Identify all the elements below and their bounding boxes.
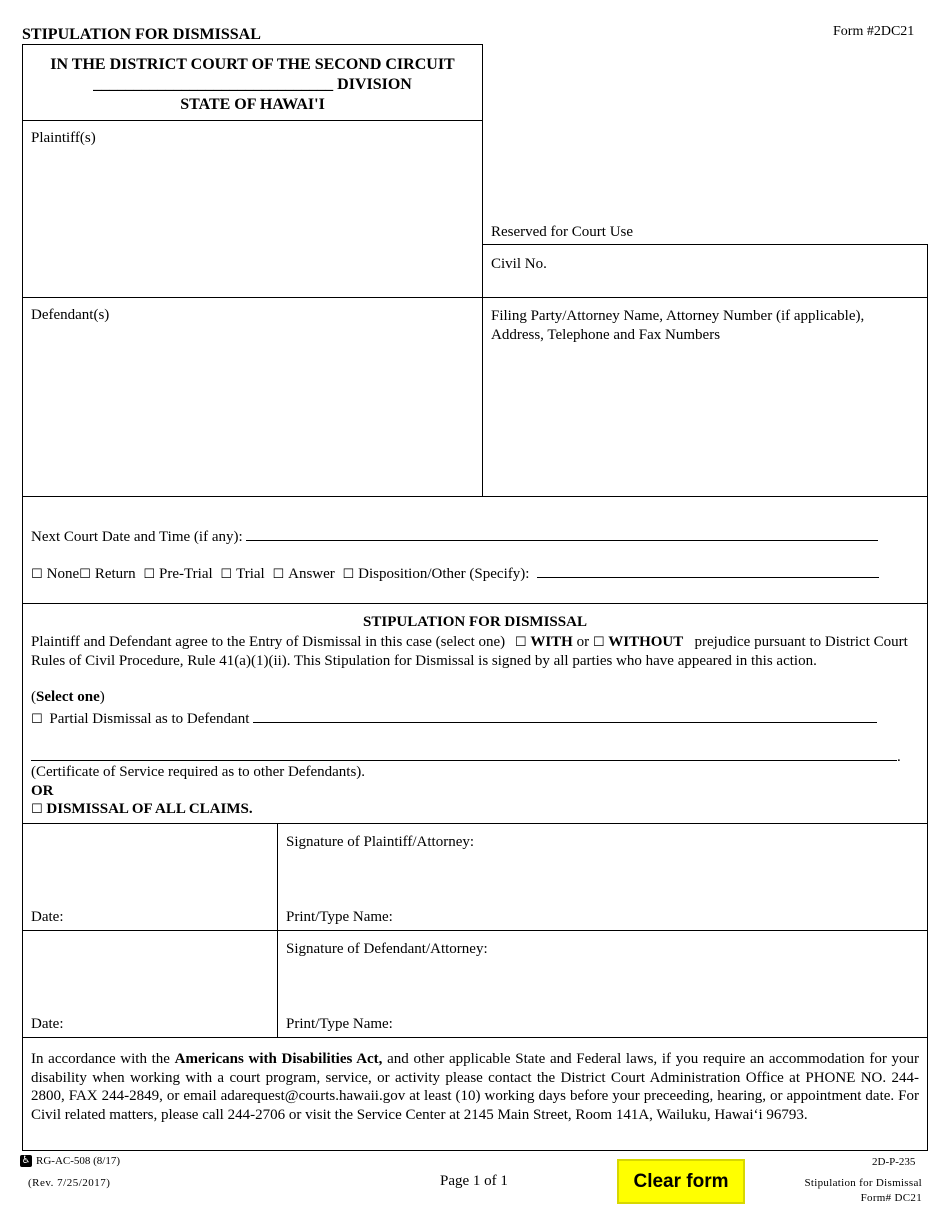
checkbox-none[interactable]: ☐ <box>31 567 43 582</box>
revision-date: (Rev. 7/25/2017) <box>28 1177 111 1189</box>
caption-left-border-bottom <box>22 244 23 497</box>
option-none: None <box>46 566 80 582</box>
filing-party-label: Filing Party/Attorney Name, Attorney Number (if applicable), Address, Telephone and Fax Numbers <box>491 308 865 343</box>
footer-title-right: Stipulation for Dismissal <box>804 1177 922 1189</box>
footer-form-right: Form# DC21 <box>860 1192 922 1204</box>
or-label: or <box>576 634 590 650</box>
checkbox-partial-dismissal[interactable]: ☐ <box>31 712 43 727</box>
stipulation-heading: STIPULATION FOR DISMISSAL <box>363 614 587 630</box>
caption-court-underline <box>22 120 483 121</box>
option-answer: Answer <box>288 566 335 582</box>
stipulation-text-1: Plaintiff and Defendant agree to the Entry of Dismissal in this case (select one) <box>31 634 506 650</box>
stipulation-text-2: prejudice pursuant to District Court Rules of Civil Procedure, Rule 41(a)(1)(ii). This Stipulation for Dismissal is signed by all parties who have appeared in this action. <box>31 634 908 669</box>
form-number: Form #2DC21 <box>833 24 915 39</box>
checkbox-all-claims[interactable]: ☐ <box>31 802 43 817</box>
clear-form-button[interactable]: Clear form <box>617 1159 745 1204</box>
or-text: OR <box>31 783 54 799</box>
checkbox-trial[interactable]: ☐ <box>220 567 233 582</box>
accessibility-icon: ♿ <box>21 1155 31 1166</box>
caption-top-border <box>22 44 483 45</box>
page-number: Page 1 of 1 <box>440 1173 508 1189</box>
checkbox-with[interactable]: ☐ <box>514 635 527 650</box>
plaintiff-date-label: Date: <box>31 909 64 925</box>
ada-bold: Americans with Disabilities Act, <box>174 1051 383 1067</box>
hearing-type-row <box>31 563 879 583</box>
signature-bottom-border <box>22 1037 928 1038</box>
option-return: Return <box>94 566 136 582</box>
select-one-label: Select one <box>36 689 100 705</box>
stipulation-paragraph <box>31 633 921 671</box>
plaintiff-bottom-border <box>22 297 483 298</box>
option-trial: Trial <box>236 566 265 582</box>
division-line <box>22 76 483 94</box>
civil-no-label: Civil No. <box>491 256 547 272</box>
with-label: WITH <box>530 634 573 650</box>
next-court-date-row <box>31 526 878 546</box>
option-disposition: Disposition/Other (Specify): <box>358 566 530 582</box>
partial-dismissal-label: Partial Dismissal as to Defendant <box>49 711 250 727</box>
all-claims-row <box>31 801 253 818</box>
checkbox-without[interactable]: ☐ <box>592 635 605 650</box>
form-bottom-border <box>22 1150 928 1151</box>
caption-left-border-top <box>22 44 23 244</box>
partial-defendant-field-2[interactable] <box>31 746 897 761</box>
caption-bottom-border <box>22 496 928 497</box>
civil-no-bottom-border <box>482 297 928 298</box>
defendant-label: Defendant(s) <box>31 307 110 323</box>
ada-notice <box>31 1050 919 1124</box>
select-one-line: (Select one) <box>31 689 105 705</box>
plaintiff-label: Plaintiff(s) <box>31 130 96 146</box>
partial-defendant-line2: . <box>31 746 901 766</box>
checkbox-answer[interactable]: ☐ <box>272 567 285 582</box>
defendant-signature-label: Signature of Defendant/Attorney: <box>286 941 488 957</box>
signature-middle-border <box>22 930 928 931</box>
court-name: IN THE DISTRICT COURT OF THE SECOND CIRCUIT <box>50 56 455 73</box>
next-court-date-label: Next Court Date and Time (if any): <box>31 529 243 545</box>
certificate-note: (Certificate of Service required as to other Defendants). <box>31 764 366 780</box>
all-claims-label: DISMISSAL OF ALL CLAIMS. <box>46 801 253 817</box>
division-blank[interactable]: ______________________________ <box>93 76 334 93</box>
plaintiff-print-name-label: Print/Type Name: <box>286 909 393 925</box>
checkbox-return[interactable]: ☐ <box>79 567 91 582</box>
without-label: WITHOUT <box>608 634 684 650</box>
footer-code-right: 2D-P-235 <box>872 1156 916 1168</box>
ada-text-before: In accordance with the <box>31 1051 170 1067</box>
checkbox-pretrial[interactable]: ☐ <box>143 567 156 582</box>
disposition-specify-field[interactable] <box>537 563 879 578</box>
court-date-bottom-border <box>22 603 928 604</box>
defendant-date-label: Date: <box>31 1016 64 1032</box>
rg-code: RG-AC-508 (8/17) <box>36 1155 121 1167</box>
plaintiff-signature-label: Signature of Plaintiff/Attorney: <box>286 834 475 850</box>
option-pretrial: Pre-Trial <box>159 566 213 582</box>
right-border <box>927 244 928 1150</box>
partial-dismissal-row <box>31 708 877 728</box>
form-title: STIPULATION FOR DISMISSAL <box>22 26 261 43</box>
next-court-date-field[interactable] <box>246 526 878 541</box>
partial-defendant-field[interactable] <box>253 708 877 723</box>
defendant-print-name-label: Print/Type Name: <box>286 1016 393 1032</box>
ada-text-after: and other applicable State and Federal laws, if you require an accommodation for your disability when working with a court program, service, or activity please contact the District Court Administration Office at PHONE NO. 244-2800, FAX 244-2849, or email adarequest@courts.hawaii.gov at least (10) working days before your preceeding, hearing, or appointment date. For Civil related matters, please call 244-2706 or visit the Service Center at 2145 Main Street, Room 141A, Wailuku, Hawai‘i 96793. <box>31 1051 920 1123</box>
reserved-label: Reserved for Court Use <box>491 224 634 240</box>
reserved-bottom-border <box>482 244 928 245</box>
checkbox-disposition[interactable]: ☐ <box>342 567 355 582</box>
division-label: DIVISION <box>337 76 412 93</box>
signature-top-border <box>22 823 928 824</box>
state-line: STATE OF HAWAI'I <box>180 96 325 113</box>
